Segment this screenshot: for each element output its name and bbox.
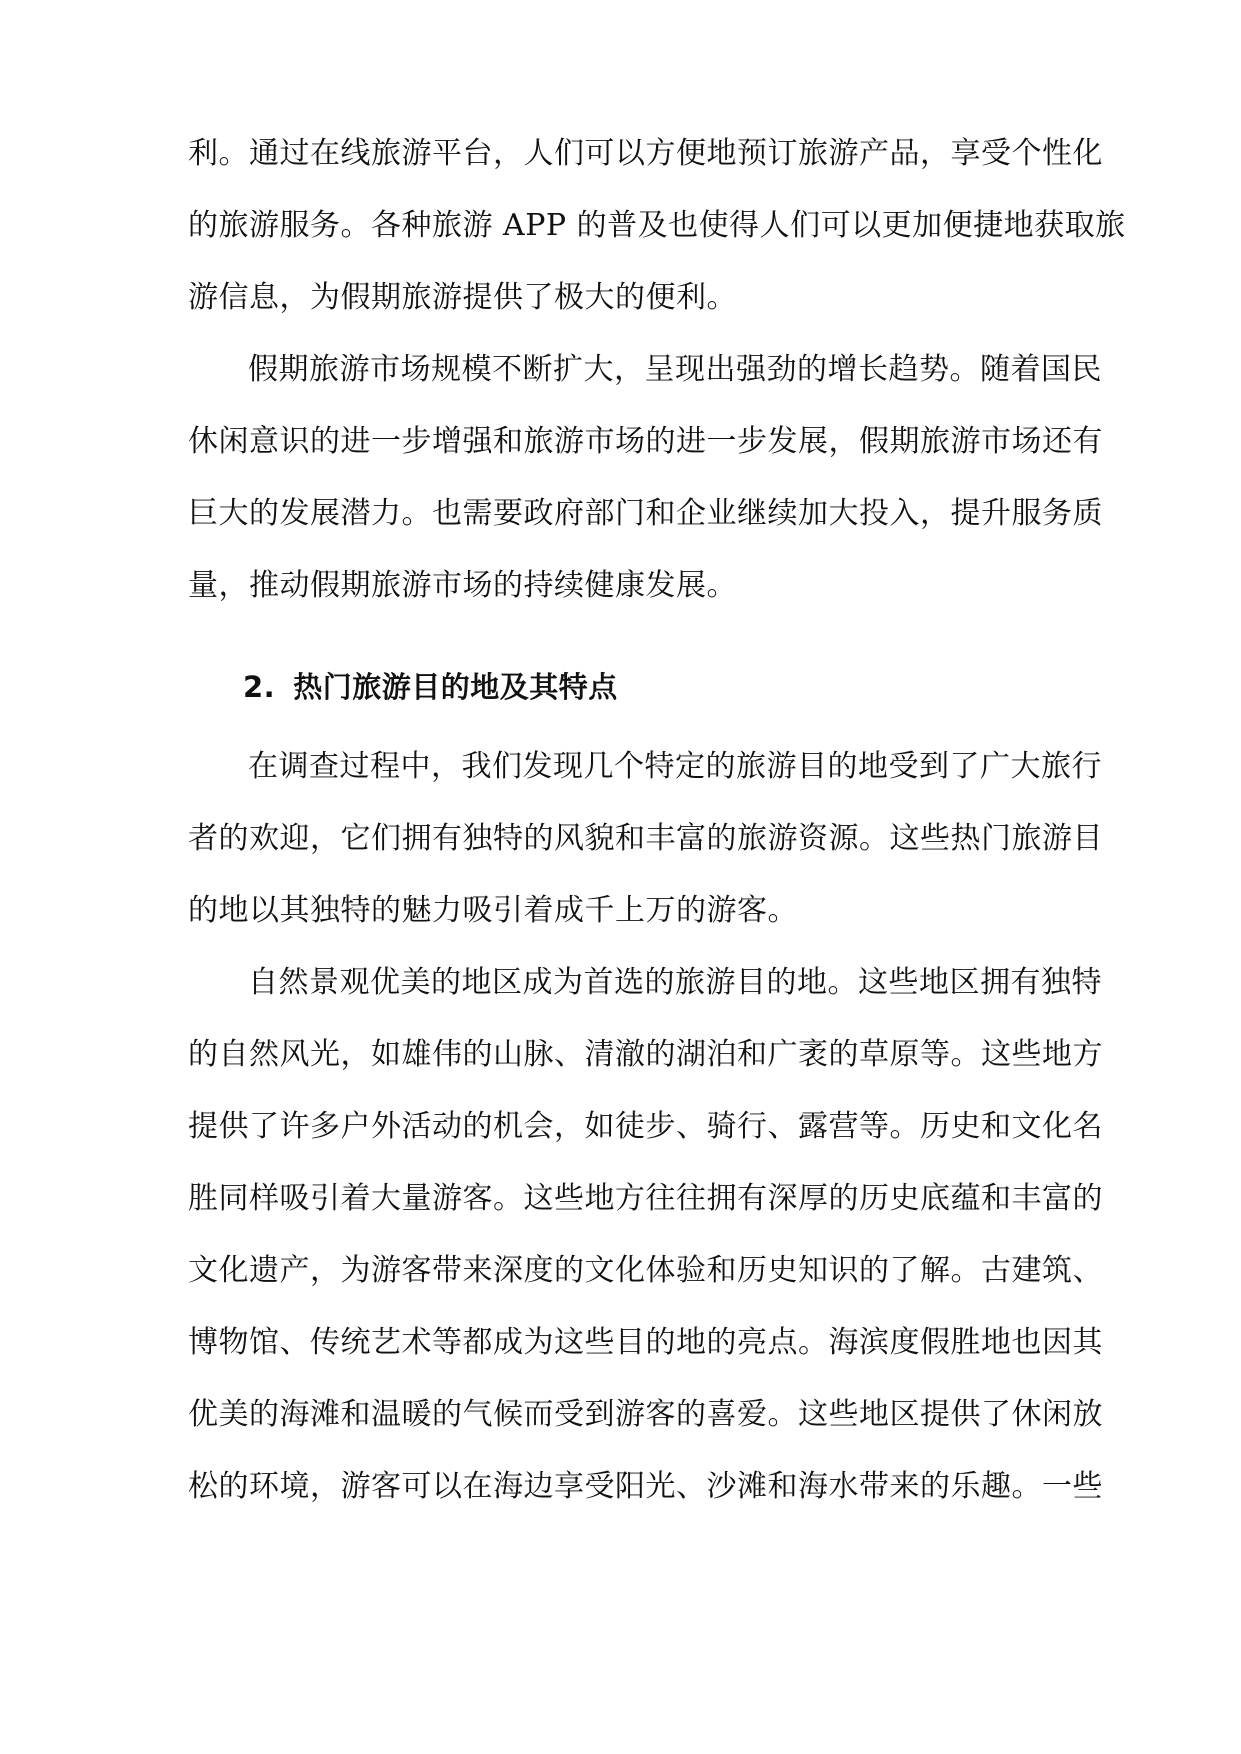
section-heading bbox=[243, 667, 1123, 707]
section-title: 热门旅游目的地及其特点 bbox=[293, 670, 618, 704]
paragraph-1-line-3: 游信息，为假期旅游提供了极大的便利。 bbox=[188, 280, 737, 315]
paragraph-2-line-2: 休闲意识的进一步增强和旅游市场的进一步发展，假期旅游市场还有 bbox=[188, 424, 1103, 459]
paragraph-4-line-7: 优美的海滩和温暖的气候而受到游客的喜爱。这些地区提供了休闲放 bbox=[188, 1397, 1103, 1432]
section-number: 2. bbox=[243, 670, 276, 704]
paragraph-4-line-5: 文化遗产，为游客带来深度的文化体验和历史知识的了解。古建筑、 bbox=[188, 1253, 1103, 1288]
paragraph-3-line-3: 的地以其独特的魅力吸引着成千上万的游客。 bbox=[188, 893, 798, 928]
paragraph-3-line-2: 者的欢迎，它们拥有独特的风貌和丰富的旅游资源。这些热门旅游目 bbox=[188, 821, 1103, 856]
paragraph-4-line-8: 松的环境，游客可以在海边享受阳光、沙滩和海水带来的乐趣。一些 bbox=[188, 1469, 1103, 1504]
paragraph-4-line-1: 自然景观优美的地区成为首选的旅游目的地。这些地区拥有独特 bbox=[248, 965, 1102, 1000]
paragraph-1-line-2: 的旅游服务。各种旅游 APP 的普及也使得人们可以更加便捷地获取旅 bbox=[188, 208, 1126, 243]
paragraph-2-line-3: 巨大的发展潜力。也需要政府部门和企业继续加大投入，提升服务质 bbox=[188, 496, 1103, 531]
paragraph-2-line-4: 量，推动假期旅游市场的持续健康发展。 bbox=[188, 568, 737, 603]
paragraph-4-line-4: 胜同样吸引着大量游客。这些地方往往拥有深厚的历史底蕴和丰富的 bbox=[188, 1181, 1103, 1216]
paragraph-4-line-3: 提供了许多户外活动的机会，如徒步、骑行、露营等。历史和文化名 bbox=[188, 1109, 1103, 1144]
paragraph-4-line-2: 的自然风光，如雄伟的山脉、清澈的湖泊和广袤的草原等。这些地方 bbox=[188, 1037, 1103, 1072]
paragraph-3-line-1: 在调查过程中，我们发现几个特定的旅游目的地受到了广大旅行 bbox=[248, 749, 1102, 784]
paragraph-4-line-6: 博物馆、传统艺术等都成为这些目的地的亮点。海滨度假胜地也因其 bbox=[188, 1325, 1103, 1360]
paragraph-1-line-1: 利。通过在线旅游平台，人们可以方便地预订旅游产品，享受个性化 bbox=[188, 136, 1103, 171]
paragraph-2-line-1: 假期旅游市场规模不断扩大，呈现出强劲的增长趋势。随着国民 bbox=[248, 352, 1102, 387]
